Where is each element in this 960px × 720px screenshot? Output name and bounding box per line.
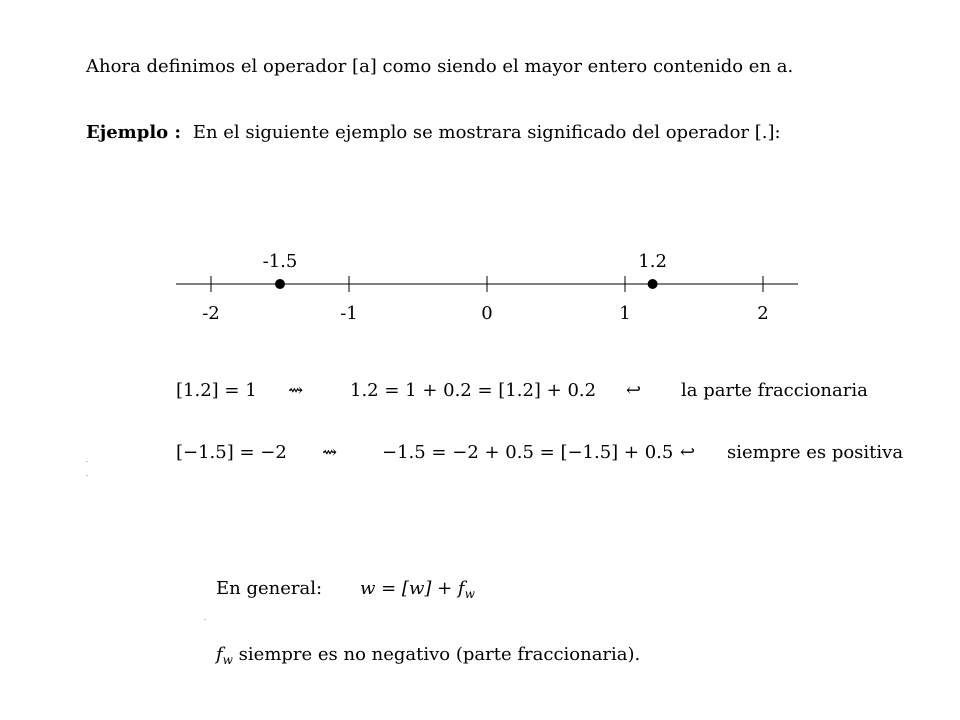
tick-label: 2 xyxy=(757,303,769,324)
row2-equation: −1.5 = −2 + 0.5 = [−1.5] + 0.5 xyxy=(382,442,674,463)
row2-hook-arrow: ↩ xyxy=(680,442,696,463)
point-marker xyxy=(275,279,285,289)
point-label: -1.5 xyxy=(262,251,298,272)
tick-label: -1 xyxy=(340,303,358,324)
row1-hook-arrow: ↩ xyxy=(626,380,642,401)
margin-dot: . xyxy=(86,471,88,478)
point-marker xyxy=(648,279,658,289)
intro-text: Ahora definimos el operador [a] como siendo el mayor entero contenido en a. xyxy=(86,56,794,77)
row1-note: la parte fraccionaria xyxy=(681,380,868,401)
example-label: Ejemplo : xyxy=(86,122,182,143)
final-statement: $f_w$ siempre es no negativo (parte fraccionaria). xyxy=(216,644,641,667)
row1-lhs: [1.2] = 1 xyxy=(176,380,257,401)
row1-arrow: ⇝ xyxy=(288,380,304,401)
general-formula: $w = [w] + f_w$ xyxy=(360,578,475,601)
tick-label: 0 xyxy=(481,303,493,324)
general-label: En general: xyxy=(216,578,323,599)
row2-lhs: [−1.5] = −2 xyxy=(176,442,287,463)
point-label: 1.2 xyxy=(638,251,667,272)
row1-equation: 1.2 = 1 + 0.2 = [1.2] + 0.2 xyxy=(350,380,597,401)
tick-label: -2 xyxy=(202,303,220,324)
row2-note: siempre es positiva xyxy=(727,442,904,463)
margin-dot: . xyxy=(204,615,206,622)
tick-label: 1 xyxy=(619,303,631,324)
example-text: En el siguiente ejemplo se mostrara significado del operador [.]: xyxy=(192,122,781,143)
row2-arrow: ⇝ xyxy=(322,442,338,463)
margin-dot: . xyxy=(86,457,88,464)
